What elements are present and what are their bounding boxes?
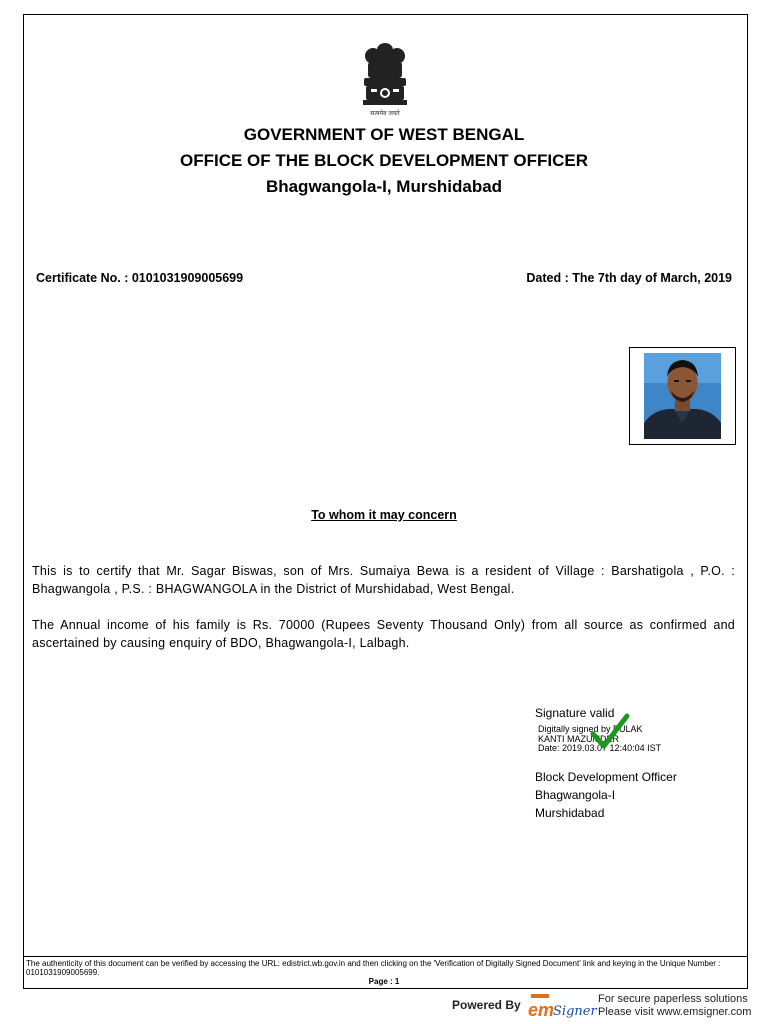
person-photo-icon (644, 353, 721, 439)
header-office: OFFICE OF THE BLOCK DEVELOPMENT OFFICER (180, 151, 588, 170)
officer-block-name: Bhagwangola-I (535, 788, 616, 802)
emblem-motto: सत्यमेव जयते (370, 110, 400, 117)
applicant-photo (629, 347, 736, 445)
officer-district: Murshidabad (535, 806, 605, 820)
page-number: Page : 1 (368, 977, 400, 986)
authenticity-note: The authenticity of this document can be verified by accessing the URL: edistrict.wb.gov.in and then clicking on the 'Verification of Digitally Signed Document' link and keying in the Unique Number : 0101031909005699. (26, 959, 721, 977)
ashoka-emblem-icon (359, 40, 411, 118)
emsigner-brand-em: em (528, 1000, 555, 1020)
signature-status: Signature valid (535, 706, 615, 720)
powered-by-label: Powered By (452, 998, 521, 1012)
salutation: To whom it may concern (311, 508, 457, 522)
officer-block (535, 768, 677, 822)
footer-divider (24, 956, 748, 957)
emsigner-tagline: For secure paperless solutions (598, 993, 748, 1005)
signature-details: Digitally signed by PULAK KANTI MAZUMDER Date: 2019.03.07 12:40:04 IST (538, 724, 662, 753)
header-location: Bhagwangola-I, Murshidabad (265, 177, 503, 196)
certificate-date: Dated : The 7th day of March, 2019 (526, 271, 732, 285)
officer-designation: Block Development Officer (535, 770, 677, 784)
emsigner-website[interactable]: Please visit www.emsigner.com (598, 1006, 752, 1018)
certificate-number: Certificate No. : 0101031909005699 (36, 271, 244, 285)
emsigner-logo-icon (531, 994, 549, 998)
certification-paragraph: This is to certify that Mr. Sagar Biswas, son of Mrs. Sumaiya Bewa is a resident of Village : Barshatigola , P.O. : Bhagwangola , P.S. : BHAGWANGOLA in the District of Murshidabad, West Bengal. (32, 564, 735, 596)
signature-valid-check-icon (589, 712, 631, 752)
header-government: GOVERNMENT OF WEST BENGAL (243, 125, 525, 144)
income-paragraph: The Annual income of his family is Rs. 70000 (Rupees Seventy Thousand Only) from all source as confirmed and ascertained by causing enquiry of BDO, Bhagwangola-I, Lalbagh. (32, 618, 735, 650)
emsigner-brand-signer: Signer (553, 1004, 597, 1019)
